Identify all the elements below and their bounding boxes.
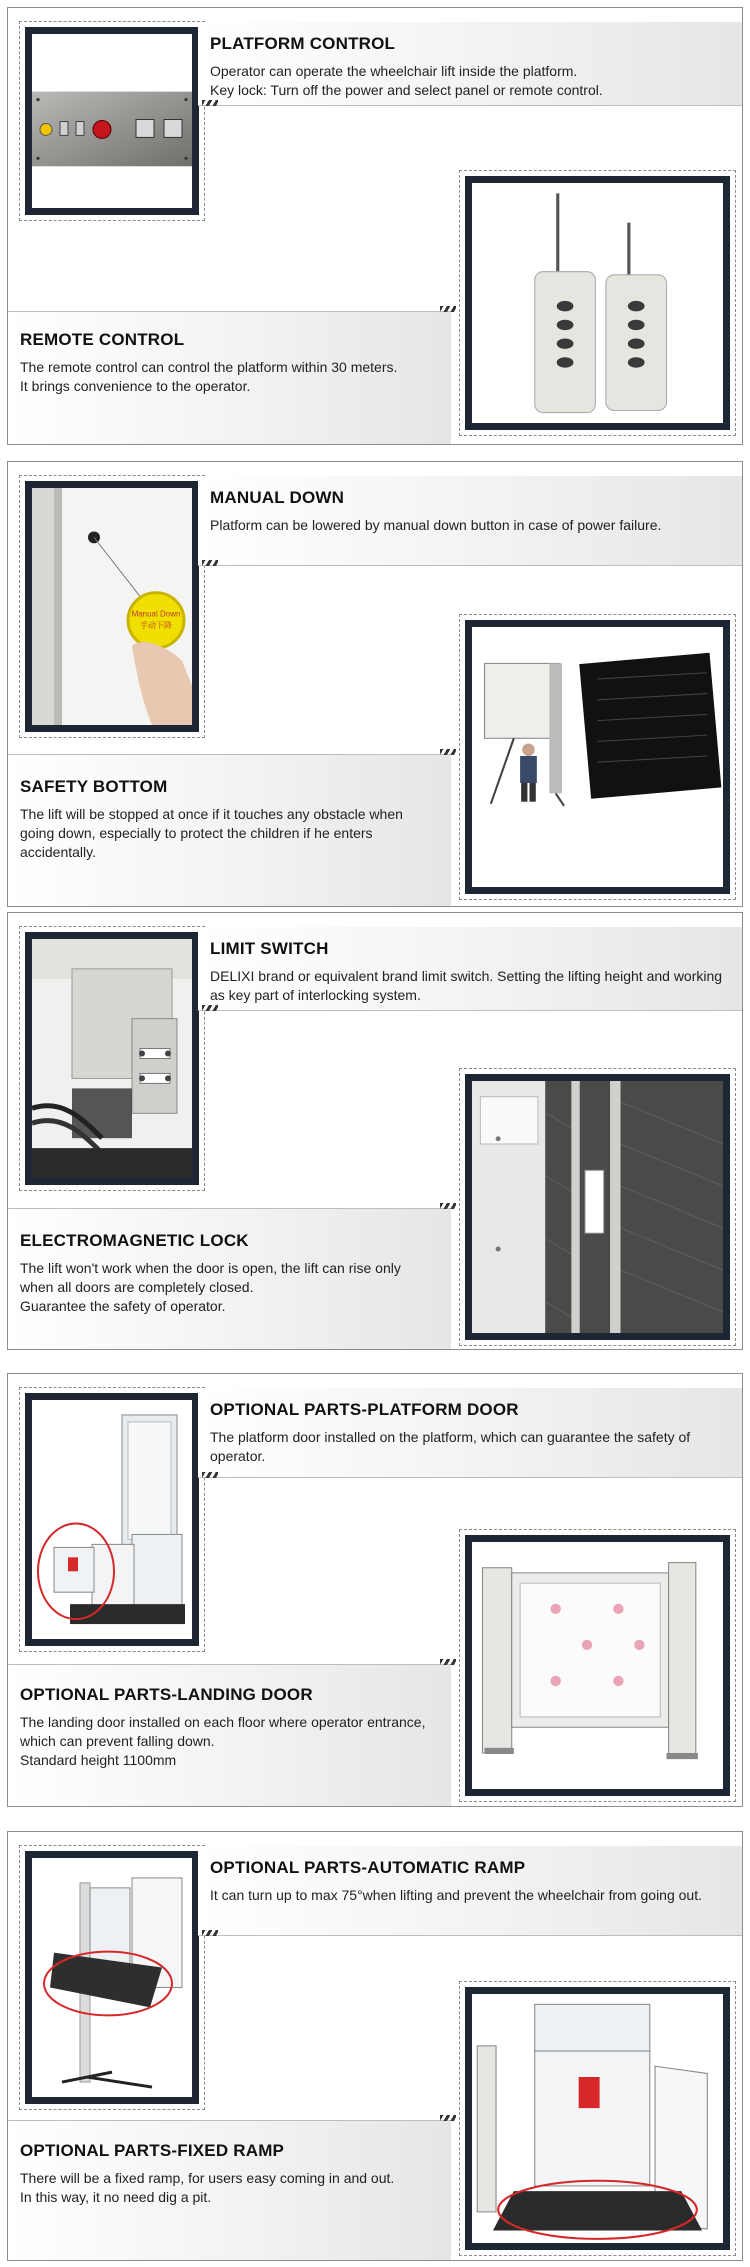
text-block-manual-down (198, 476, 742, 566)
text-block-automatic-ramp (198, 1846, 742, 1936)
photo-frame-automatic-ramp (19, 1845, 205, 2110)
photo-frame-platform-door (19, 1387, 205, 1652)
heading-manual-down: MANUAL DOWN (210, 488, 345, 507)
text-block-electromagnetic-lock (8, 1208, 451, 1349)
fixed-ramp-image (472, 1994, 723, 2243)
text-block-safety-bottom (8, 754, 451, 906)
photo-electromagnetic-lock (465, 1074, 730, 1340)
text-block-remote-control (8, 311, 451, 444)
photo-platform-door (25, 1393, 199, 1646)
heading-landing-door: OPTIONAL PARTS-LANDING DOOR (20, 1685, 313, 1704)
heading-fixed-ramp: OPTIONAL PARTS-FIXED RAMP (20, 2141, 285, 2160)
body-automatic-ramp: It can turn up to max 75°when lifting and prevent the wheelchair from going out. (210, 1887, 702, 1903)
text-block-platform-door (198, 1388, 742, 1478)
heading-safety-bottom: SAFETY BOTTOM (20, 777, 168, 796)
manual-down-sticker-cn: 手动下降 (140, 621, 172, 631)
photo-frame-manual-down (19, 475, 205, 738)
stripe-decoration (440, 1659, 456, 1665)
photo-control-panel (25, 27, 199, 215)
text-block-fixed-ramp (8, 2120, 451, 2260)
stripe-decoration (440, 749, 456, 755)
manual-down-sticker-label: Manual Down (131, 609, 181, 619)
section-manual-down (7, 461, 743, 907)
stripe-decoration (202, 560, 218, 566)
body-platform-door: The platform door installed on the platform, which can guarantee the safety of operator. (210, 1429, 691, 1464)
photo-remote-controls (465, 176, 730, 430)
stripe-decoration (440, 2115, 456, 2121)
limit-switch-image (32, 939, 192, 1178)
body-limit-switch: DELIXI brand or equivalent brand limit switch. Setting the lifting height and working as key part of interlocking system. (210, 968, 723, 1003)
heading-platform-control: PLATFORM CONTROL (210, 34, 396, 53)
section-limit-switch (7, 912, 743, 1350)
stripe-decoration (202, 1005, 218, 1011)
text-block-platform-control (198, 22, 742, 106)
body-safety-bottom: The lift will be stopped at once if it touches any obstacle when going down, especially to protect the children if he enters accidentally. (20, 806, 403, 860)
photo-frame-fixed-ramp (459, 1981, 736, 2256)
section-platform-control (7, 7, 743, 445)
heading-electromagnetic-lock: ELECTROMAGNETIC LOCK (20, 1231, 249, 1250)
landing-door-image (472, 1542, 723, 1789)
heading-limit-switch: LIMIT SWITCH (210, 939, 329, 958)
body-platform-control: Operator can operate the wheelchair lift inside the platform. Key lock: Turn off the power and select panel or remote control. (210, 63, 603, 98)
heading-remote-control: REMOTE CONTROL (20, 330, 185, 349)
stripe-decoration (440, 1203, 456, 1209)
electromagnetic-lock-image (472, 1081, 723, 1333)
photo-frame-safety-bottom (459, 614, 736, 900)
body-electromagnetic-lock: The lift won't work when the door is open, the lift can rise only when all doors are completely closed. Guarantee the safety of operator. (20, 1260, 401, 1314)
stripe-decoration (202, 100, 218, 106)
stripe-decoration (440, 306, 456, 312)
photo-frame-landing-door (459, 1529, 736, 1802)
text-block-landing-door (8, 1664, 451, 1806)
control-panel-image (32, 34, 192, 208)
photo-landing-door (465, 1535, 730, 1796)
photo-automatic-ramp (25, 1851, 199, 2104)
photo-fixed-ramp (465, 1987, 730, 2250)
photo-frame-electromagnetic-lock (459, 1068, 736, 1346)
photo-frame-platform-control (19, 21, 205, 221)
photo-frame-limit-switch (19, 926, 205, 1191)
photo-safety-bottom (465, 620, 730, 894)
body-manual-down: Platform can be lowered by manual down button in case of power failure. (210, 517, 662, 533)
body-fixed-ramp: There will be a fixed ramp, for users easy coming in and out. In this way, it no need dig a pit. (20, 2170, 395, 2205)
body-landing-door: The landing door installed on each floor where operator entrance, which can prevent falling down. Standard height 1100mm (20, 1714, 426, 1768)
platform-door-image (32, 1400, 192, 1639)
stripe-decoration (202, 1930, 218, 1936)
section-platform-door (7, 1373, 743, 1807)
heading-automatic-ramp: OPTIONAL PARTS-AUTOMATIC RAMP (210, 1858, 526, 1877)
safety-bottom-image (472, 627, 723, 887)
photo-manual-down (25, 481, 199, 732)
stripe-decoration (202, 1472, 218, 1478)
text-block-limit-switch (198, 927, 742, 1011)
automatic-ramp-image (32, 1858, 192, 2097)
photo-frame-remote-control (459, 170, 736, 436)
photo-limit-switch (25, 932, 199, 1185)
remote-controls-image (472, 183, 723, 423)
manual-down-image (32, 488, 192, 725)
heading-platform-door: OPTIONAL PARTS-PLATFORM DOOR (210, 1400, 519, 1419)
body-remote-control: The remote control can control the platform within 30 meters. It brings convenience to the operator. (20, 359, 398, 394)
section-automatic-ramp (7, 1831, 743, 2261)
